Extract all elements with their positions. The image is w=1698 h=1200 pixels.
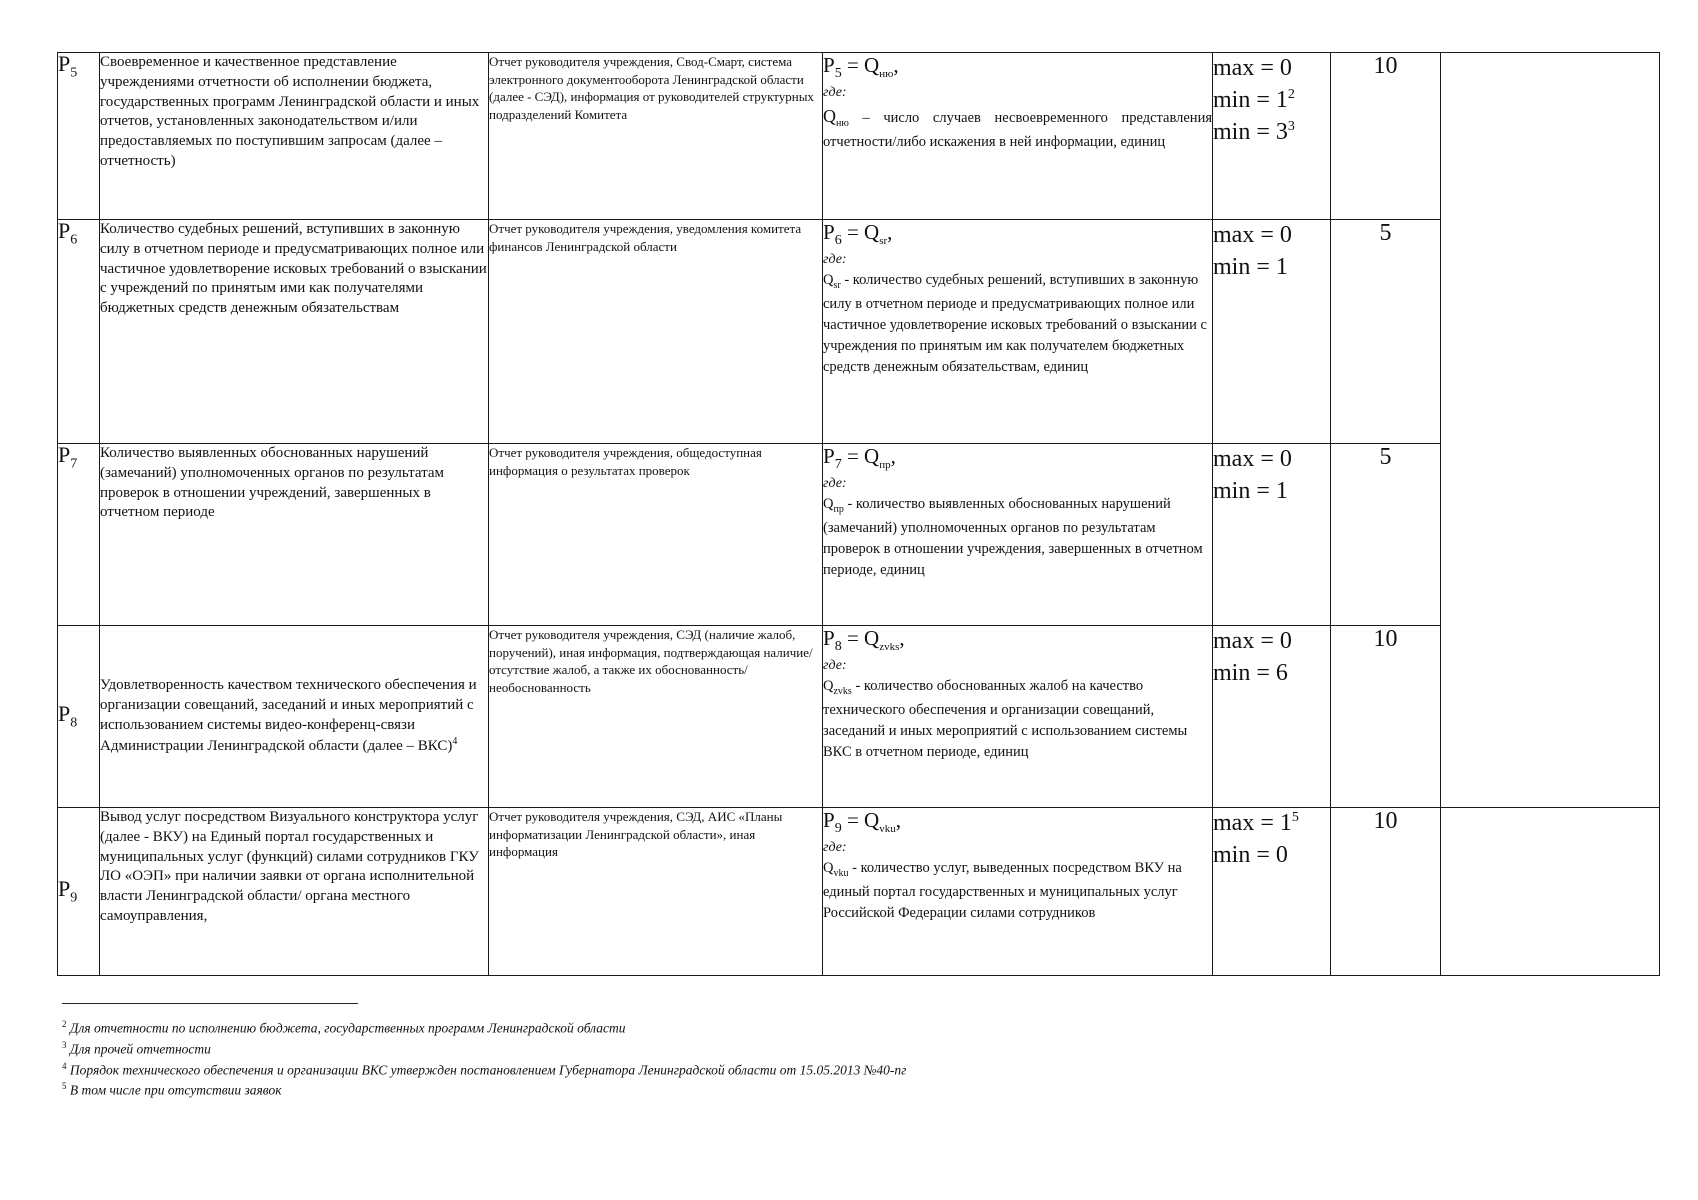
footnotes [62,1018,1562,1101]
indicator-code: $P_7$ [58,444,100,626]
merged-empty-cell [1441,53,1660,808]
indicator-code: $P_5$ [58,53,100,220]
indicator-source: Отчет руководителя учреждения, Свод-Смарт, система электронного документооборота Ленинградской области (далее - СЭД), информация от руководителей структурных подразделений Комитета [489,53,823,220]
indicator-source: Отчет руководителя учреждения, уведомления комитета финансов Ленинградской области [489,220,823,444]
indicator-source: Отчет руководителя учреждения, СЭД, АИС «Планы информатизации Ленинградской области», иная информация [489,808,823,976]
footnote-3: $^3$ Для прочей отчетности [62,1039,211,1057]
indicator-source: Отчет руководителя учреждения, общедоступная информация о результатах проверок [489,444,823,626]
indicator-max-min: $\max = 1^5$ min = 0 [1213,808,1331,976]
indicators-table [57,52,1660,976]
table-row-p6 [58,220,1660,444]
table-row-p8 [58,626,1660,808]
indicator-name: Вывод услуг посредством Визуального конструктора услуг (далее - ВКУ) на Единый портал государственных и муниципальных услуг (функций) силами сотрудников ГКУ ЛО «ОЭП» при наличии заявки от органа исполнительной власти Ленинградской области/ органа местного самоуправления, [100,808,489,976]
indicator-max-min: max = 0 min = 1 [1213,444,1331,626]
indicator-max-min: max = 0 min = 1 [1213,220,1331,444]
indicator-weight: 5 [1331,220,1441,444]
footnote-2: $^2$ Для отчетности по исполнению бюджета, государственных программ Ленинградской области [62,1019,626,1036]
indicator-name: Количество судебных решений, вступивших в законную силу в отчетном периоде и предусматривающих полное или частичное удовлетворение исковых требований о взыскании с учреждений по принятым ими как получателями бюджетных средств денежным обязательствам [100,220,489,444]
table-row-p9 [58,808,1660,976]
indicator-weight: 5 [1331,444,1441,626]
indicator-formula: $P_5 = Q_{ню}$, где: $Q_{ню}$ – число случаев несвоевременного представления отчетности/либо искажения в ней информации, единиц [823,53,1213,220]
indicator-max-min: max = 0 min = 6 [1213,626,1331,808]
indicator-weight: 10 [1331,626,1441,808]
indicator-formula: $P_8 = Q_{zvks}$, где: $Q_{zvks}$ - количество обоснованных жалоб на качество технического обеспечения и организации совещаний, заседаний и иных мероприятий с использованием системы ВКС в отчетном периоде, единиц [823,626,1213,808]
indicator-code: $P_9$ [58,808,100,976]
indicator-code: $P_8$ [58,626,100,808]
table-row-p7 [58,444,1660,626]
indicator-weight: 10 [1331,808,1441,976]
table-row-p5 [58,53,1660,220]
indicator-name: Удовлетворенность качеством технического обеспечения и организации совещаний, заседаний и иных мероприятий с использованием системы видео-конференц-связи Администрации Ленинградской области (далее – ВКС)$^4$ [100,626,489,808]
empty-cell [1441,808,1660,976]
footnote-4: $^4$ Порядок технического обеспечения и организации ВКС утвержден постановлением Губернатора Ленинградской области от 15.05.2013 №40-пг [62,1060,907,1077]
indicator-formula: $P_7 = Q_{пр}$, где: $Q_{пр}$ - количество выявленных обоснованных нарушений (замечаний) уполномоченных органов по результатам проверок в отношении учреждения, завершенных в отчетном периоде, единиц [823,444,1213,626]
indicator-name: Своевременное и качественное представление учреждениями отчетности об исполнении бюджета, государственных программ Ленинградской области и иных отчетов, установленных законодательством и/или предоставляемых по поступившим запросам (далее – отчетность) [100,53,489,220]
indicator-formula: $P_9 = Q_{vku}$, где: $Q_{vku}$ - количество услуг, выведенных посредством ВКУ на единый портал государственных и муниципальных услуг Российской Федерации силами сотрудников [823,808,1213,976]
indicator-formula: $P_6 = Q_{sr}$, где: $Q_{sr}$ - количество судебных решений, вступивших в законную силу в отчетном периоде и предусматривающих полное или частичное удовлетворение исковых требований о взыскании с учреждения по принятым им как получателем бюджетных средств денежным обязательствам, единиц [823,220,1213,444]
indicator-max-min: max = 0 $\min = 1^2$ $\min = 3^3$ [1213,53,1331,220]
footnote-5: $^5$ В том числе при отсутствии заявок [62,1081,282,1098]
indicator-source: Отчет руководителя учреждения, СЭД (наличие жалоб, поручений), иная информация, подтверждающая наличие/отсутствие жалоб, а также их обоснованность/необоснованность [489,626,823,808]
indicator-weight: 10 [1331,53,1441,220]
indicator-name: Количество выявленных обоснованных нарушений (замечаний) уполномоченных органов по результатам проверок в отношении учреждений, завершенных в отчетном периоде [100,444,489,626]
indicator-code: $P_6$ [58,220,100,444]
footnote-separator [62,1003,358,1004]
